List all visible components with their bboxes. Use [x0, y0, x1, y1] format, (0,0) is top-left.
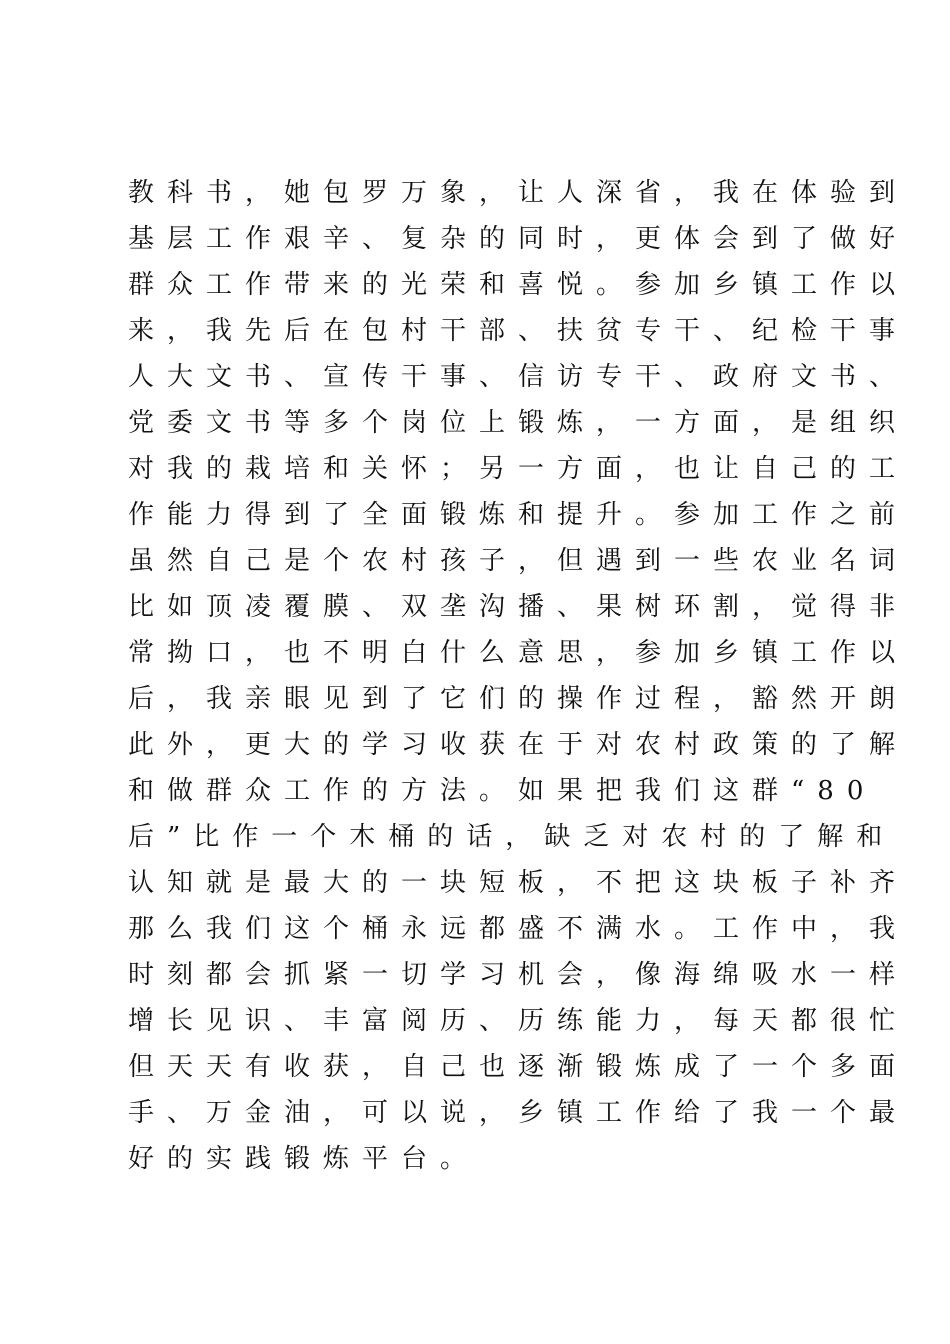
text-line-5: 人大文书、宣传干事、信访专干、政府文书、	[128, 362, 909, 392]
text-line-17: 那么我们这个桶永远都盛不满水。工作中，我	[128, 914, 909, 944]
text-line-8: 作能力得到了全面锻炼和提升。参加工作之前	[128, 500, 909, 530]
text-line-4: 来，我先后在包村干部、扶贫专干、纪检干事	[128, 316, 909, 346]
text-line-10: 比如顶凌覆膜、双垄沟播、果树环割，觉得非	[128, 592, 909, 622]
body-text	[128, 170, 909, 1182]
text-line-1: 教科书，她包罗万象，让人深省，我在体验到	[128, 178, 909, 208]
text-line-6: 党委文书等多个岗位上锻炼，一方面，是组织	[128, 408, 909, 438]
text-line-19: 增长见识、丰富阅历、历练能力，每天都很忙	[128, 1006, 909, 1036]
text-line-15: 后”比作一个木桶的话，缺乏对农村的了解和	[128, 822, 896, 852]
text-line-21: 手、万金油，可以说，乡镇工作给了我一个最	[128, 1098, 909, 1128]
text-line-9: 虽然自己是个农村孩子，但遇到一些农业名词	[128, 546, 909, 576]
text-line-14: 和做群众工作的方法。如果把我们这群“80	[128, 776, 877, 806]
text-line-16: 认知就是最大的一块短板，不把这块板子补齐	[128, 868, 909, 898]
text-line-2: 基层工作艰辛、复杂的同时，更体会到了做好	[128, 224, 909, 254]
text-line-13: 此外，更大的学习收获在于对农村政策的了解	[128, 730, 909, 760]
text-line-7: 对我的栽培和关怀；另一方面，也让自己的工	[128, 454, 909, 484]
text-line-22: 好的实践锻炼平台。	[128, 1144, 480, 1174]
text-line-18: 时刻都会抓紧一切学习机会，像海绵吸水一样	[128, 960, 909, 990]
text-line-12: 后，我亲眼见到了它们的操作过程，豁然开朗	[128, 684, 909, 714]
text-line-3: 群众工作带来的光荣和喜悦。参加乡镇工作以	[128, 270, 909, 300]
text-line-20: 但天天有收获，自己也逐渐锻炼成了一个多面	[128, 1052, 909, 1082]
text-line-11: 常拗口，也不明白什么意思，参加乡镇工作以	[128, 638, 909, 668]
